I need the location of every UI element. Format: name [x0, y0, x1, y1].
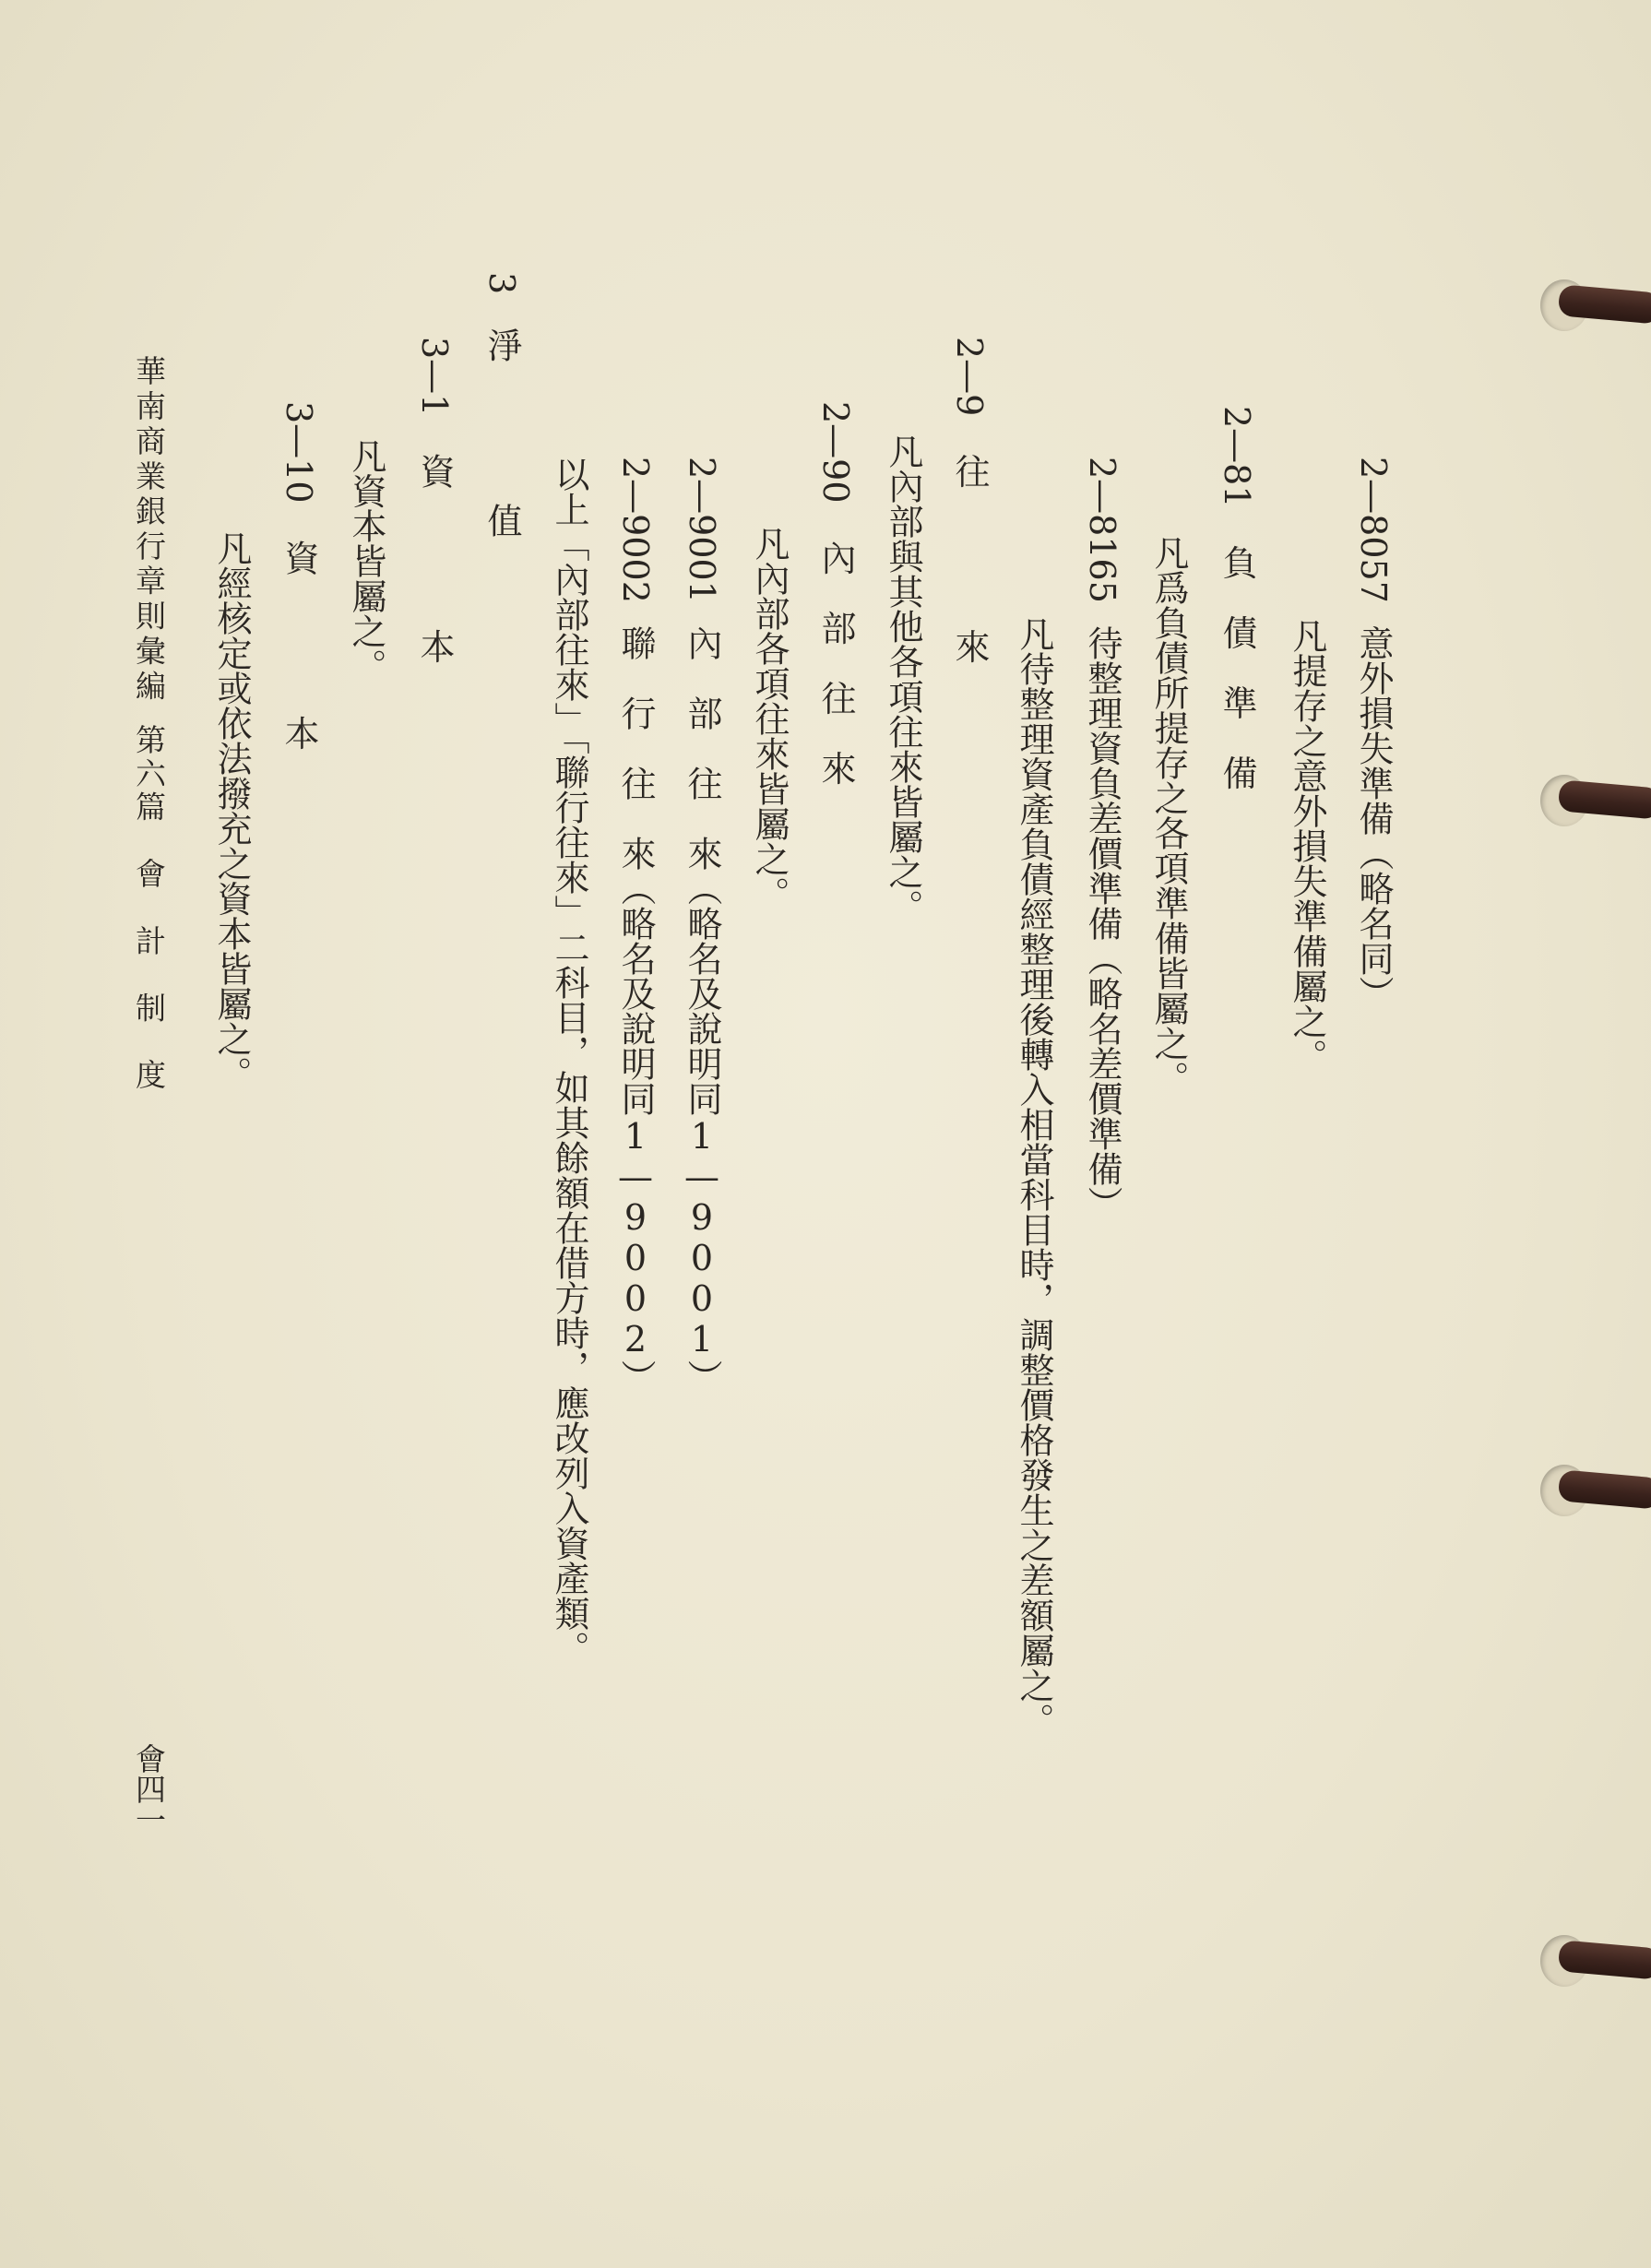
- account-code: 3—10: [279, 401, 319, 504]
- account-title: 往 來: [949, 453, 990, 664]
- entry-2-8057: [1353, 457, 1394, 1011]
- account-title: 負 債 準 備: [1217, 544, 1257, 790]
- entry-2-81: [1217, 406, 1257, 790]
- account-code: 3: [481, 272, 522, 295]
- entry-3-1: [414, 337, 455, 664]
- binding-hole: [1522, 767, 1651, 832]
- page-number: 會四一: [131, 1743, 167, 1835]
- account-title: 資 本: [279, 540, 319, 751]
- entry-2-9002: [615, 457, 656, 1395]
- account-code: 2—8057: [1353, 457, 1394, 603]
- entry-2-9: [949, 337, 990, 664]
- description: 凡資本皆屬之。: [346, 438, 386, 683]
- account-title: 意外損失準備（略名同）: [1353, 624, 1394, 1011]
- binding-hole: [1522, 1928, 1651, 1992]
- book-title: 華南商業銀行章則彙編: [131, 355, 167, 706]
- binding-hole: [1522, 1457, 1651, 1522]
- account-code: 2—90: [815, 401, 856, 504]
- chapter-title: 第六篇 會 計 制 度: [131, 724, 167, 1093]
- entry-2-8165: [1082, 457, 1122, 1221]
- account-code: 2—8165: [1082, 457, 1122, 603]
- account-code: 2—9002: [615, 457, 656, 603]
- description: 凡提存之意外損失準備屬之。: [1287, 618, 1327, 1074]
- account-title: 內 部 往 來: [815, 540, 856, 786]
- entry-2-90: [815, 401, 856, 786]
- description: 凡經核定或依法撥充之資本皆屬之。: [211, 530, 252, 1091]
- description: 凡爲負債所提存之各項準備皆屬之。: [1148, 535, 1189, 1096]
- account-title: 待整理資負差價準備（略名差價準備）: [1082, 624, 1122, 1221]
- account-code: 2—81: [1217, 406, 1257, 508]
- account-code: 2—9001: [682, 457, 722, 603]
- account-title: 淨 值: [481, 327, 522, 539]
- description: 凡內部與其他各項往來皆屬之。: [883, 433, 923, 924]
- account-code: 3—1: [414, 337, 455, 417]
- binding-hole: [1522, 272, 1651, 337]
- description: 凡待整理資產負債經整理後轉入相當科目時，調整價格發生之差額屬之。: [1014, 616, 1054, 1738]
- note: 以上「內部往來」「聯行往來」二科目，如其餘額在借方時，應改列入資產類。: [549, 457, 589, 1666]
- entry-2-9001: [682, 457, 722, 1395]
- entry-3-10: [279, 401, 319, 751]
- description: 凡內部各項往來皆屬之。: [749, 526, 790, 911]
- account-title: 資 本: [414, 453, 455, 664]
- account-title: 內 部 往 來（略名及說明同1—9001）: [682, 624, 722, 1395]
- account-code: 2—9: [949, 337, 990, 417]
- account-title: 聯 行 往 來（略名及說明同1—9002）: [615, 624, 656, 1395]
- entry-3: [481, 272, 522, 539]
